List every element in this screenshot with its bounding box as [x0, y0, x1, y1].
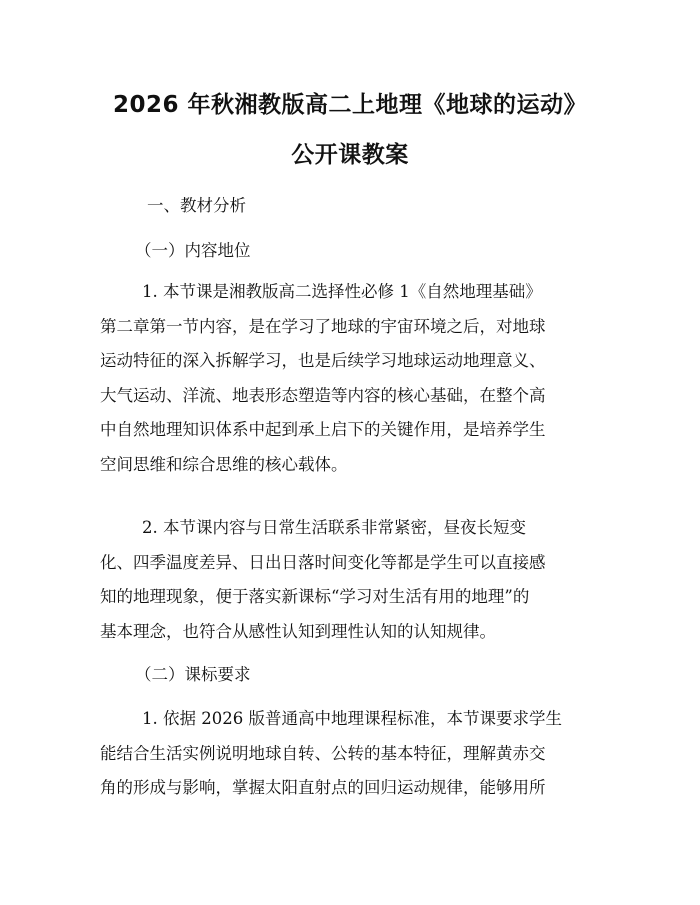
paragraph-line: 大气运动、洋流、地表形态塑造等内容的核心基础，在整个高	[100, 385, 546, 405]
paragraph-line: 空间思维和综合思维的核心载体。	[100, 454, 348, 474]
document-title-line1: 2026 年秋湘教版高二上地理《地球的运动》	[112, 92, 588, 118]
paragraph-line: 角的形成与影响，掌握太阳直射点的回归运动规律，能够用所	[100, 778, 546, 797]
paragraph-line: 1. 本节课是湘教版高二选择性必修 1《自然地理基础》	[142, 282, 542, 301]
subsection-heading-content-position: （一）内容地位	[135, 241, 251, 260]
section-heading-textbook-analysis: 一、教材分析	[147, 196, 246, 215]
paragraph-line: 运动特征的深入拆解学习，也是后续学习地球运动地理意义、	[100, 351, 546, 370]
paragraph-line: 第二章第一节内容，是在学习了地球的宇宙环境之后，对地球	[100, 316, 546, 336]
paragraph-line: 化、四季温度差异、日出日落时间变化等都是学生可以直接感	[100, 552, 546, 572]
paragraph-curriculum-requirements-1	[100, 702, 605, 806]
document-title-line2: 公开课教案	[291, 142, 409, 168]
paragraph-content-position-2	[100, 511, 605, 649]
paragraph-line: 基本理念，也符合从感性认知到理性认知的认知规律。	[100, 621, 496, 641]
paragraph-line: 1. 依据 2026 版普通高中地理课程标准，本节课要求学生	[142, 709, 562, 728]
paragraph-line: 能结合生活实例说明地球自转、公转的基本特征，理解黄赤交	[100, 743, 546, 763]
subsection-heading-curriculum-requirements: （二）课标要求	[135, 665, 251, 684]
paragraph-line: 知的地理现象，便于落实新课标“学习对生活有用的地理”的	[100, 587, 530, 606]
paragraph-line: 中自然地理知识体系中起到承上启下的关键作用，是培养学生	[100, 420, 546, 439]
paragraph-line: 2. 本节课内容与日常生活联系非常紧密，昼夜长短变	[142, 518, 526, 537]
paragraph-content-position-1	[100, 275, 605, 482]
